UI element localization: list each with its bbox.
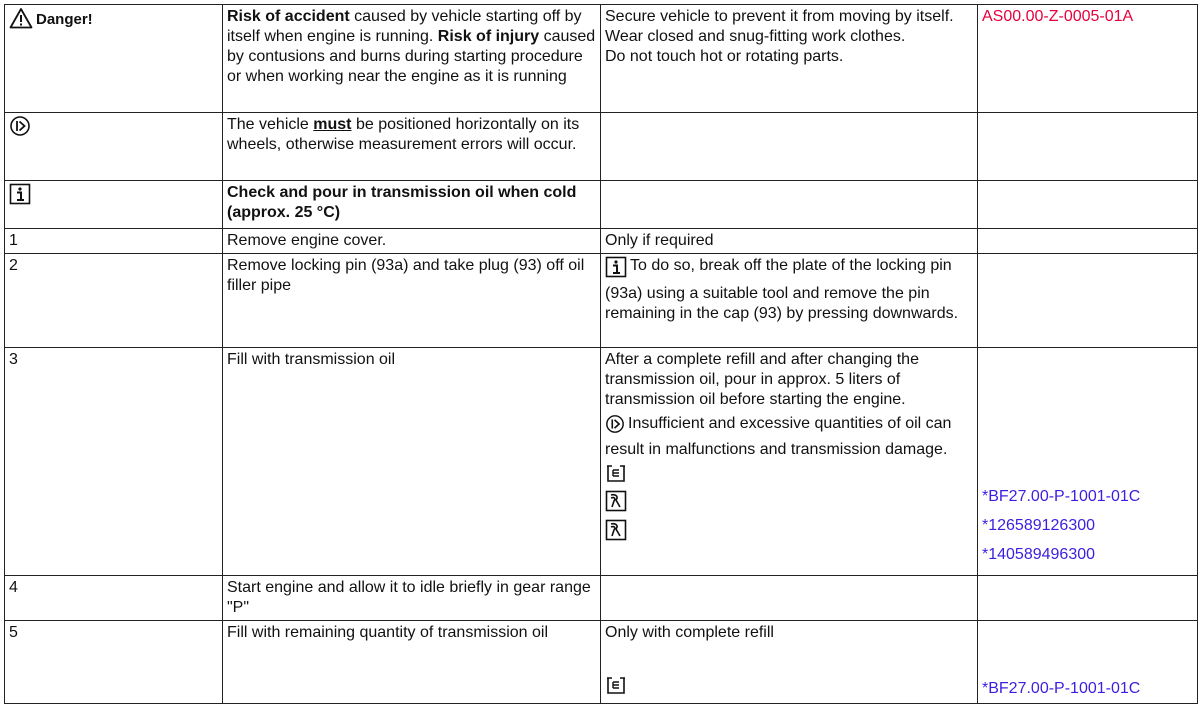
note-empty-cell [601, 113, 978, 181]
danger-risk-cell [223, 5, 601, 113]
oil-container-icon[interactable] [605, 673, 627, 701]
step-note-cell [601, 348, 978, 576]
step-note: Only if required [601, 229, 978, 254]
step-note: To do so, break off the plate of the locking pin (93a) using a suitable tool and remove the pin remaining in the cap (93) by pressing downwards. [605, 257, 959, 322]
step-row-2 [5, 254, 1198, 348]
risk-accident-text: caused by vehicle starting off by itself when engine is running. [227, 8, 582, 45]
operating-fluid-row [605, 673, 973, 701]
step-note: Only with complete refill [605, 624, 774, 641]
procedure-table [4, 4, 1198, 704]
step-warning [605, 414, 973, 460]
step-warning-text: Insufficient and excessive quantities of oil can result in malfunctions and transmission damage. [605, 415, 952, 458]
danger-row [5, 5, 1198, 113]
special-tool-row-1 [605, 489, 973, 518]
note-icon-cell [5, 113, 223, 181]
ref-link-fluid[interactable]: *BF27.00-P-1001-01C [982, 487, 1141, 505]
info-box-icon [9, 183, 31, 211]
step-row-3 [5, 348, 1198, 576]
info-row [5, 181, 1198, 229]
ref-link-fluid[interactable]: *BF27.00-P-1001-01C [982, 680, 1141, 697]
measure-line-2: Wear closed and snug-fitting work clothes. [605, 28, 906, 45]
step-action: Remove engine cover. [223, 229, 601, 254]
measure-line-3: Do not touch hot or rotating parts. [605, 48, 844, 65]
note-text-post: be positioned horizontally on its wheels, otherwise measurement errors will occur. [227, 116, 580, 153]
measure-line-1: Secure vehicle to prevent it from moving by itself. [605, 8, 954, 25]
step-ref-cell [978, 621, 1198, 704]
note-text-cell [223, 113, 601, 181]
danger-label: Danger! [36, 11, 93, 28]
info-icon-cell [5, 181, 223, 229]
info-empty-ref-cell [978, 181, 1198, 229]
risk-injury-text: caused by contusions and burns during starting procedure or when working near the engine as it is running [227, 28, 596, 85]
note-circle-icon [605, 414, 625, 440]
step-note-cell [601, 254, 978, 348]
step-number: 4 [5, 576, 223, 621]
special-tool-icon[interactable] [605, 490, 627, 518]
step-action: Fill with remaining quantity of transmission oil [223, 621, 601, 704]
danger-cell [5, 5, 223, 113]
step-action: Start engine and allow it to idle briefly in gear range "P" [223, 576, 601, 621]
operating-fluid-row [605, 460, 973, 489]
step-ref-cell [978, 576, 1198, 621]
step-note-cell [601, 621, 978, 704]
step-row-1 [5, 229, 1198, 254]
danger-ref-link[interactable]: AS00.00-Z-0005-01A [982, 8, 1134, 25]
step-note: After a complete refill and after changing the transmission oil, pour in approx. 5 liters of transmission oil before starting the engine. [605, 351, 919, 408]
special-tool-row-2 [605, 518, 973, 547]
step-action: Fill with transmission oil [223, 348, 601, 576]
step-ref-cell [978, 348, 1198, 576]
note-circle-icon [9, 115, 31, 143]
oil-container-icon[interactable] [605, 461, 627, 489]
step-number: 2 [5, 254, 223, 348]
step-number: 5 [5, 621, 223, 704]
risk-injury-label: Risk of injury [437, 28, 540, 45]
step-ref-cell [978, 229, 1198, 254]
danger-measures-cell [601, 5, 978, 113]
ref-link-tool-1[interactable]: *126589126300 [982, 516, 1096, 534]
info-box-icon [605, 256, 627, 284]
warning-triangle-icon [9, 7, 33, 35]
note-empty-ref-cell [978, 113, 1198, 181]
step-row-4 [5, 576, 1198, 621]
step-ref-cell [978, 254, 1198, 348]
info-heading: Check and pour in transmission oil when cold (approx. 25 °C) [227, 184, 577, 221]
note-row [5, 113, 1198, 181]
note-text-must: must [313, 116, 352, 133]
step-number: 3 [5, 348, 223, 576]
danger-ref-cell [978, 5, 1198, 113]
ref-link-tool-2[interactable]: *140589496300 [982, 545, 1096, 563]
step-number: 1 [5, 229, 223, 254]
note-text-pre: The vehicle [227, 116, 314, 133]
step-action: Remove locking pin (93a) and take plug (93) off oil filler pipe [223, 254, 601, 348]
info-empty-cell [601, 181, 978, 229]
step-note-cell [601, 576, 978, 621]
step-row-5 [5, 621, 1198, 704]
special-tool-icon[interactable] [605, 519, 627, 547]
risk-accident-label: Risk of accident [227, 8, 350, 25]
info-heading-cell [223, 181, 601, 229]
